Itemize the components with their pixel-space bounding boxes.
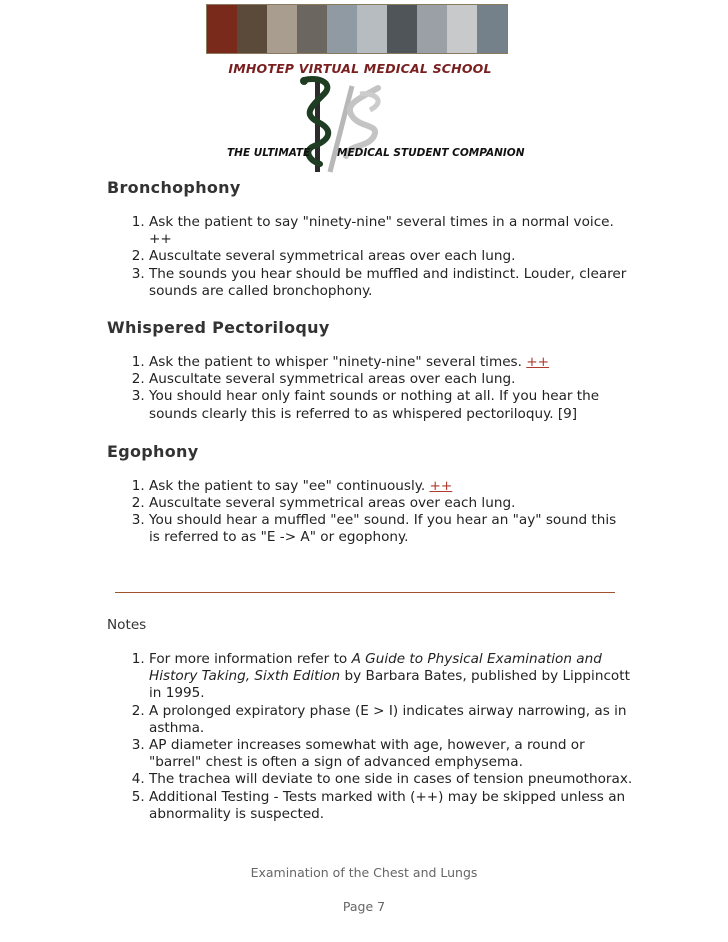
section-heading: Whispered Pectoriloquy bbox=[107, 318, 330, 338]
footer-document-title: Examination of the Chest and Lungs bbox=[250, 865, 478, 880]
step-list bbox=[107, 214, 627, 300]
divider bbox=[115, 592, 615, 593]
section-bronchophony bbox=[107, 178, 627, 300]
photo-strip-image bbox=[206, 4, 508, 54]
page-number: Page 7 bbox=[342, 899, 386, 914]
main-content bbox=[107, 178, 627, 547]
step-list bbox=[107, 354, 627, 423]
list-item: 3. You should hear a muffled "ee" sound. If you hear an "ay" sound this is referred to as "E -> A" or egophony. bbox=[149, 512, 627, 546]
list-item: 1. Ask the patient to say "ninety-nine" several times in a normal voice. ++ bbox=[149, 214, 627, 248]
tagline-left: THE ULTIMATE bbox=[227, 147, 311, 159]
list-item: 3. You should hear only faint sounds or nothing at all. If you hear the sounds clearly this is referred to as whispered pectoriloquy. [9] bbox=[149, 388, 627, 422]
photo-tile bbox=[207, 5, 237, 53]
step-list bbox=[107, 478, 627, 547]
optional-test-link[interactable]: ++ bbox=[526, 354, 550, 371]
photo-tile bbox=[297, 5, 327, 53]
caduceus-emblem-icon bbox=[290, 74, 410, 174]
photo-tile bbox=[237, 5, 267, 53]
section-egophony bbox=[107, 442, 627, 547]
optional-test-link[interactable]: ++ bbox=[429, 477, 453, 494]
note-item: 1. For more information refer to A Guide to Physical Examination and History Taking, Sixth Edition by Barbara Bates, published by Lippincott in 1995. bbox=[149, 651, 637, 703]
section-heading: Bronchophony bbox=[107, 178, 241, 197]
note-item: 4. The trachea will deviate to one side in cases of tension pneumothorax. bbox=[149, 771, 637, 788]
photo-tile bbox=[477, 5, 507, 53]
section-heading: Egophony bbox=[107, 441, 199, 461]
photo-tile bbox=[327, 5, 357, 53]
tagline-right: MEDICAL STUDENT COMPANION bbox=[337, 147, 525, 159]
photo-tile bbox=[357, 5, 387, 53]
list-item: 2. Auscultate several symmetrical areas over each lung. bbox=[149, 495, 627, 512]
note-item: 3. AP diameter increases somewhat with age, however, a round or "barrel" chest is often a sign of advanced emphysema. bbox=[149, 737, 637, 771]
list-item: 1. Ask the patient to say "ee" continuously. ++ bbox=[149, 478, 627, 495]
school-name: IMHOTEP VIRTUAL MEDICAL SCHOOL bbox=[228, 61, 492, 76]
list-item: 3. The sounds you hear should be muffled and indistinct. Louder, clearer sounds are called bronchophony. bbox=[149, 266, 627, 300]
notes-section bbox=[107, 651, 637, 823]
list-item: 2. Auscultate several symmetrical areas over each lung. bbox=[149, 248, 627, 265]
photo-tile bbox=[417, 5, 447, 53]
note-item: 5. Additional Testing - Tests marked with (++) may be skipped unless an abnormality is suspected. bbox=[149, 789, 637, 823]
photo-tile bbox=[447, 5, 477, 53]
notes-list bbox=[107, 651, 637, 823]
note-item: 2. A prolonged expiratory phase (E > I) indicates airway narrowing, as in asthma. bbox=[149, 703, 637, 737]
section-whispered-pectoriloquy bbox=[107, 318, 627, 423]
book-title: A Guide to Physical Examination and History Taking, Sixth Edition bbox=[149, 651, 602, 685]
notes-heading: Notes bbox=[107, 617, 147, 633]
photo-tile bbox=[267, 5, 297, 53]
photo-tile bbox=[387, 5, 417, 53]
list-item: 1. Ask the patient to whisper "ninety-nine" several times. ++ bbox=[149, 354, 627, 371]
header-banner bbox=[195, 4, 525, 174]
list-item: 2. Auscultate several symmetrical areas over each lung. bbox=[149, 371, 627, 388]
